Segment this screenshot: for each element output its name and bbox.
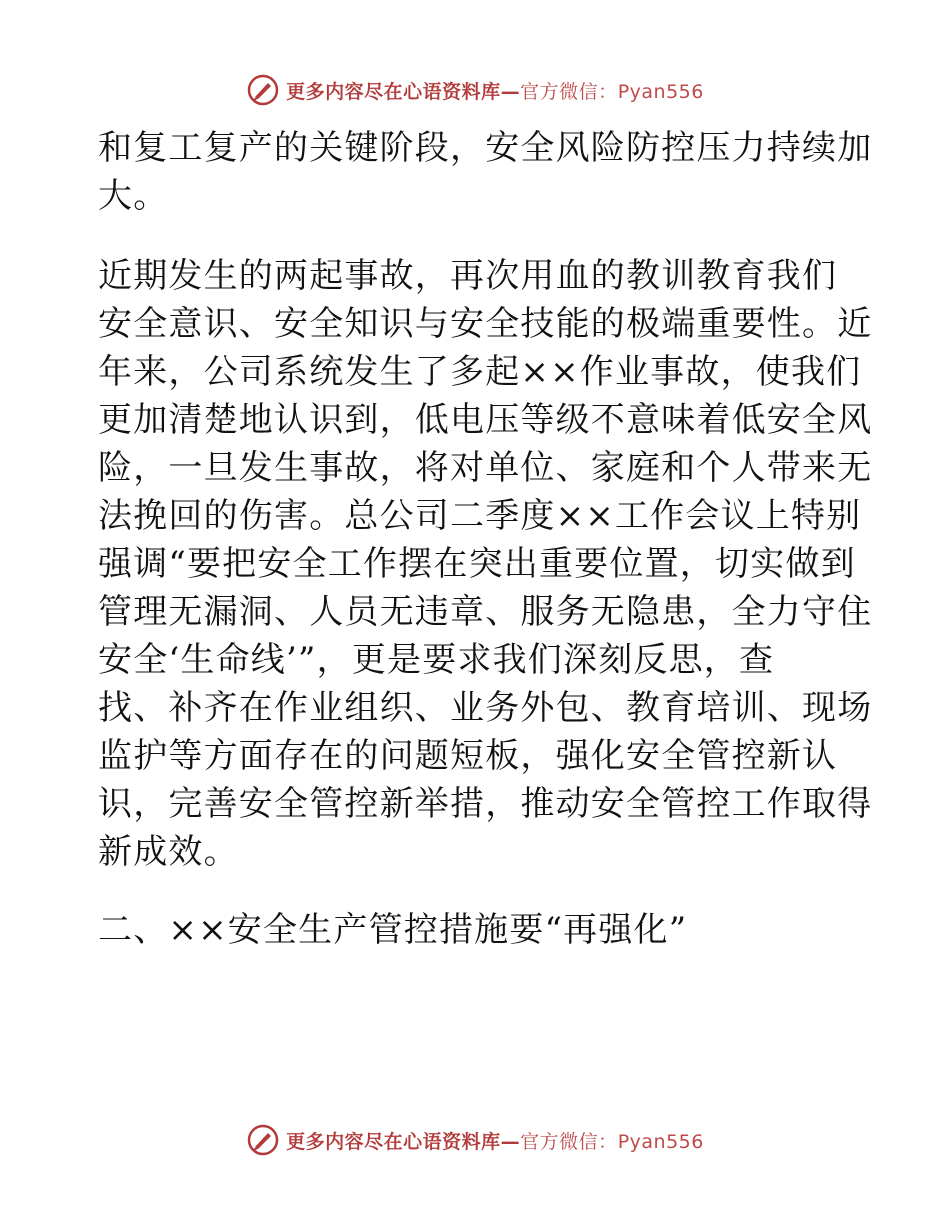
footer-separator: — — [500, 1130, 521, 1153]
header-watermark-text — [286, 77, 704, 104]
footer-brand: 更多内容尽在心语资料库 — [286, 1130, 501, 1153]
text-line: 大。 — [98, 176, 169, 216]
text-line: 更加清楚地认识到，低电压等级不意味着低安全风 — [98, 400, 873, 440]
quill-logo-icon — [246, 73, 280, 107]
quill-logo-icon — [246, 1123, 280, 1157]
text-line: 管理无漏洞、人员无违章、服务无隐患，全力守住 — [98, 592, 873, 632]
text-line: 监护等方面存在的问题短板，强化安全管控新认 — [98, 736, 838, 776]
text-line: 强调“要把安全工作摆在突出重要位置，切实做到 — [98, 544, 856, 584]
text-line: 找、补齐在作业组织、业务外包、教育培训、现场 — [98, 688, 873, 728]
text-line: 安全‘生命线’”，更是要求我们深刻反思，查 — [98, 640, 775, 680]
text-line: 安全意识、安全知识与安全技能的极端重要性。近 — [98, 304, 873, 344]
paragraph-1 — [98, 124, 873, 220]
document-body — [98, 124, 873, 954]
text-line: 年来，公司系统发生了多起××作业事故，使我们 — [98, 352, 862, 392]
text-line: 险，一旦发生事故，将对单位、家庭和个人带来无 — [98, 448, 873, 488]
header-wechat-label: 官方微信： — [520, 80, 618, 103]
text-line: 新成效。 — [98, 832, 239, 872]
text-line: 和复工复产的关键阶段，安全风险防控压力持续加 — [98, 128, 873, 168]
text-line: 法挽回的伤害。总公司二季度××工作会议上特别 — [98, 496, 862, 536]
header-watermark — [0, 68, 950, 112]
section-heading — [98, 906, 850, 954]
text-line: 近期发生的两起事故，再次用血的教训教育我们 — [98, 256, 838, 296]
header-separator: — — [500, 80, 521, 103]
header-brand: 更多内容尽在心语资料库 — [286, 80, 501, 103]
footer-wechat-label: 官方微信： — [520, 1130, 618, 1153]
text-line: 识，完善安全管控新举措，推动安全管控工作取得 — [98, 784, 873, 824]
footer-watermark-text — [286, 1127, 704, 1154]
paragraph-2 — [98, 252, 873, 876]
heading-text: 二、××安全生产管控措施要“再强化” — [98, 910, 688, 950]
header-wechat-id: Pyan556 — [617, 80, 704, 103]
footer-wechat-id: Pyan556 — [617, 1130, 704, 1153]
footer-watermark — [0, 1118, 950, 1162]
